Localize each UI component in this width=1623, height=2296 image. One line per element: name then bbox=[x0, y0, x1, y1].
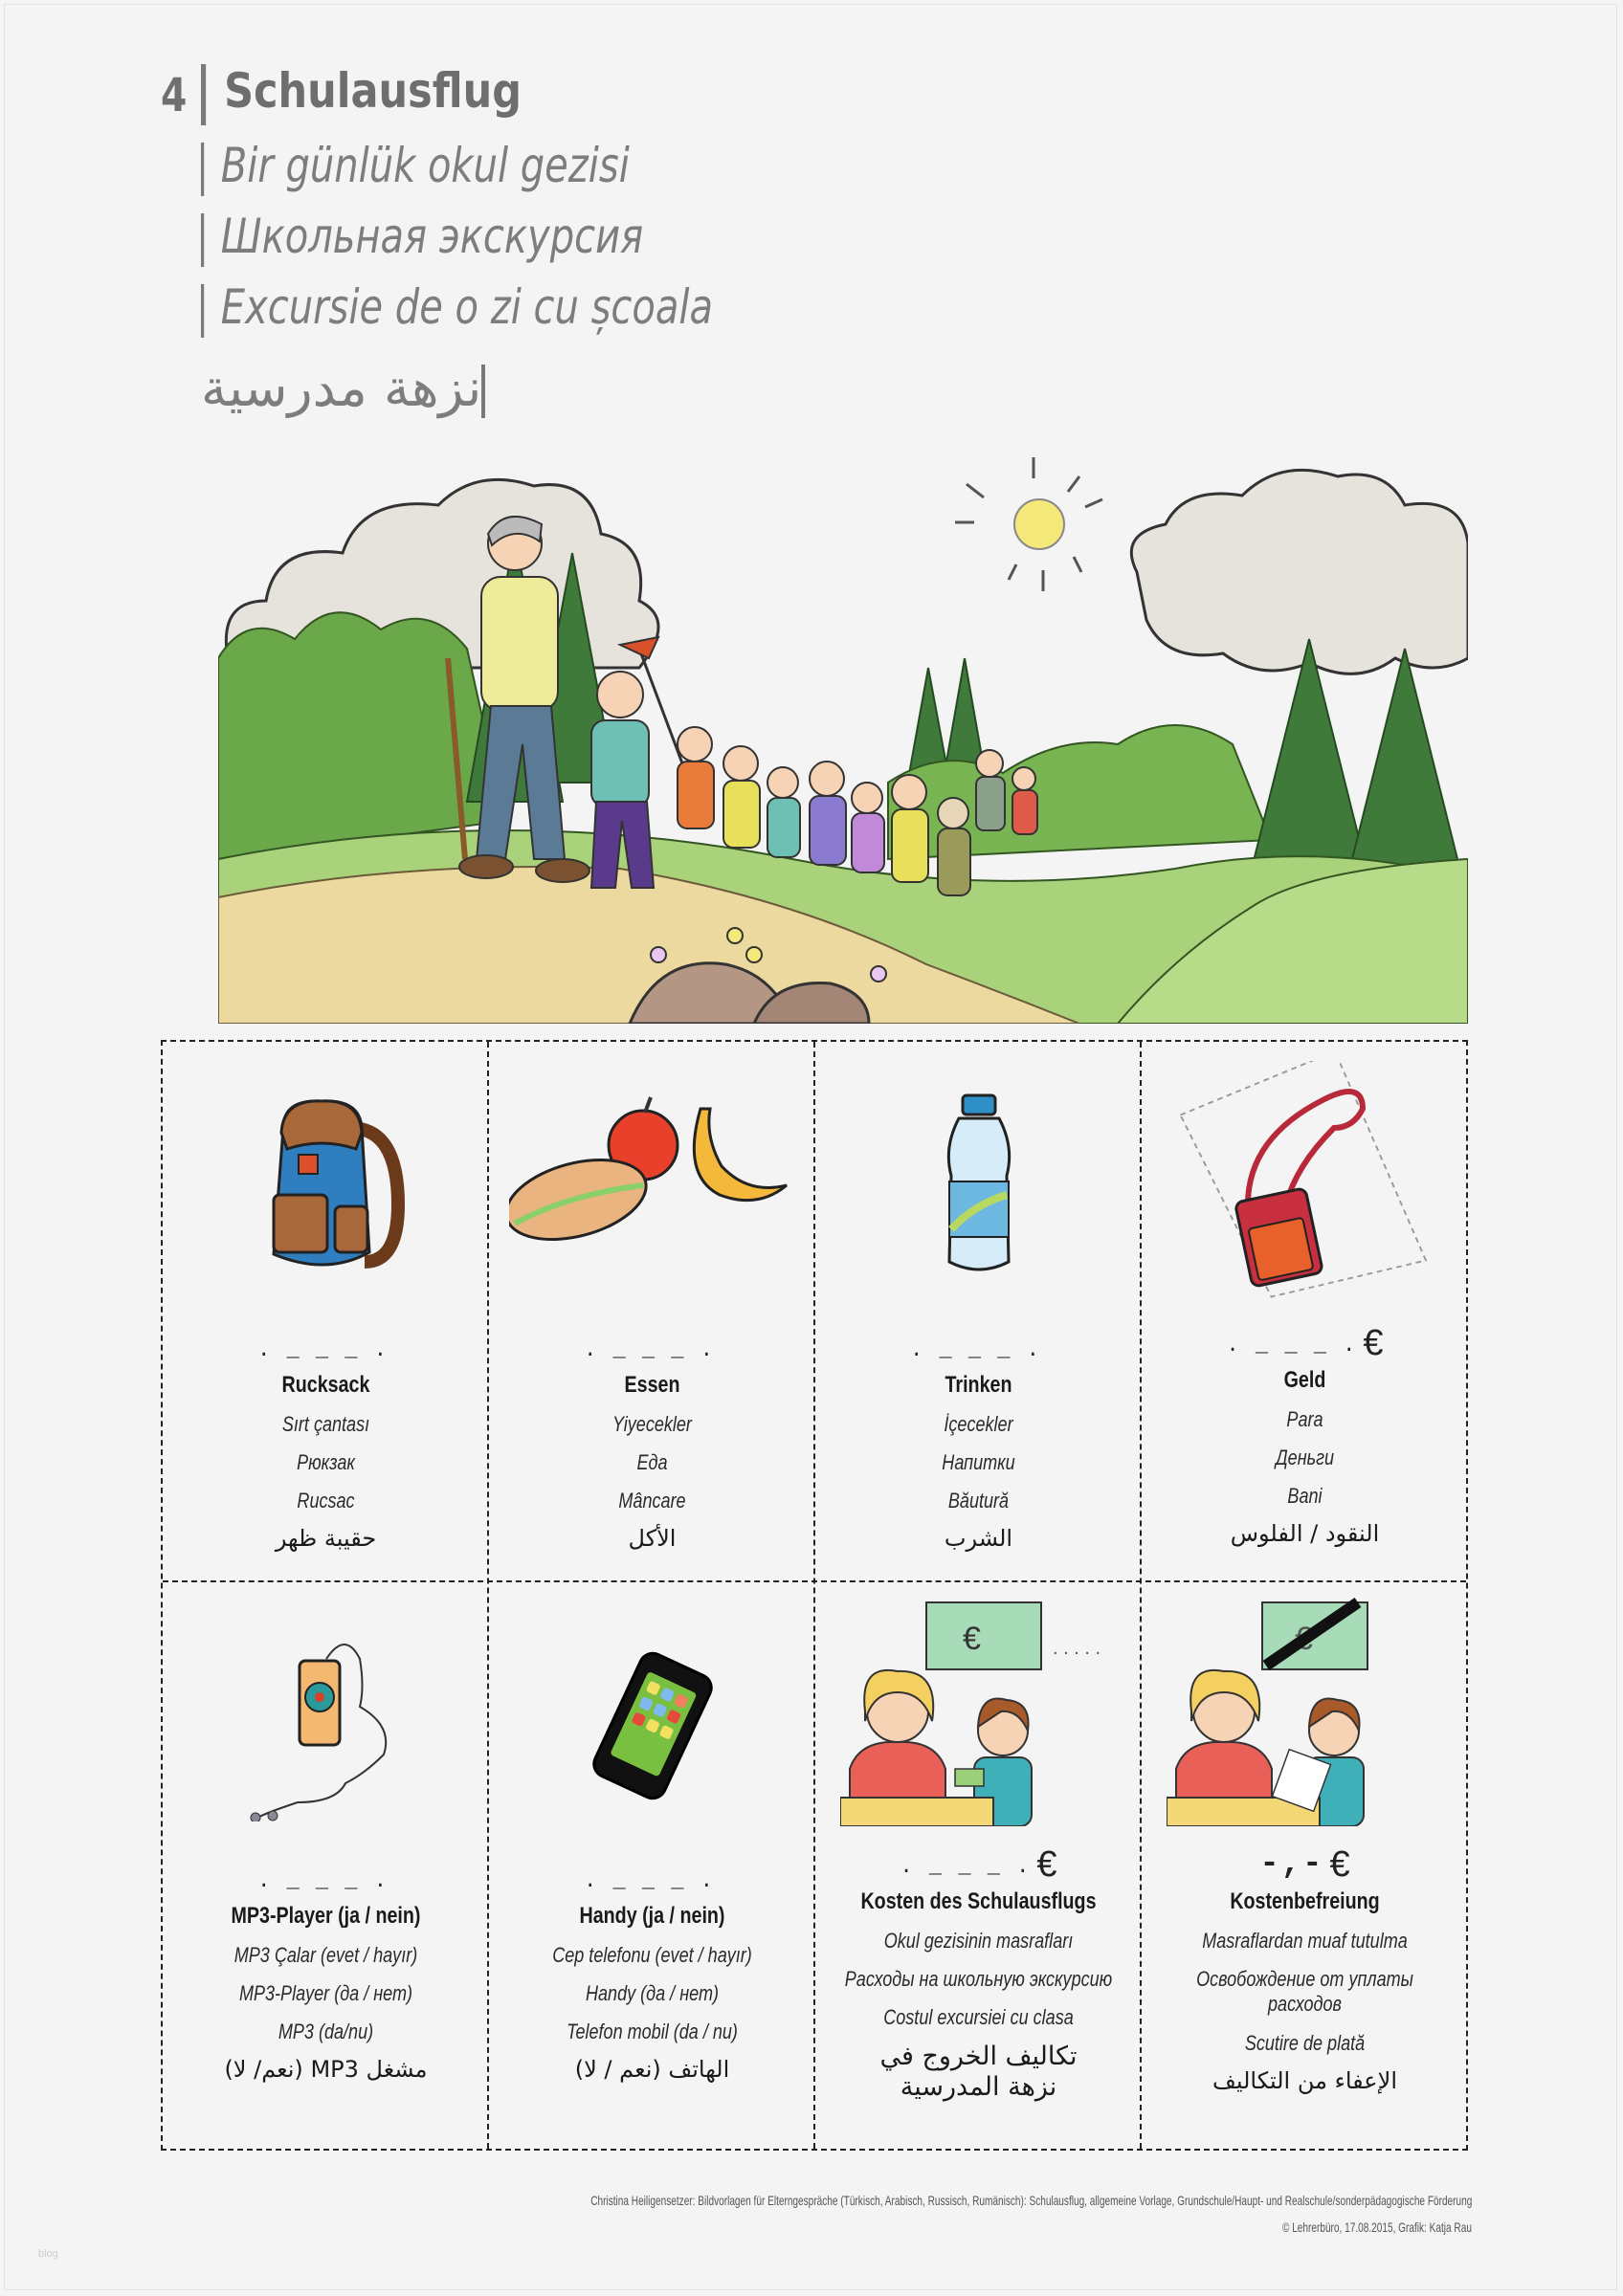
title-bar bbox=[201, 284, 204, 338]
sun-icon bbox=[955, 457, 1102, 591]
title-bar bbox=[481, 364, 485, 418]
water-bottle-icon bbox=[815, 1042, 1142, 1329]
mp3-player-icon bbox=[163, 1582, 489, 1869]
svg-text:. . . . .: . . . . . bbox=[1052, 1638, 1101, 1659]
payment-scene-icon bbox=[815, 1592, 1142, 1831]
amount-blank: . _ _ _ . bbox=[584, 1338, 715, 1362]
label-russian: Handy (да / нет) bbox=[585, 1981, 719, 2005]
item-card-kosten bbox=[815, 1582, 1142, 2151]
euro-symbol: € bbox=[1363, 1323, 1384, 1363]
title-bar bbox=[201, 64, 206, 125]
item-card-handy bbox=[489, 1582, 815, 2151]
label-arabic: حقيبة ظهر bbox=[275, 1525, 377, 1552]
label-arabic: الإعفاء من التكاليف bbox=[1212, 2066, 1397, 2094]
title-russian: Школьная экскурсия bbox=[201, 209, 643, 267]
title-bar bbox=[201, 213, 204, 267]
label-russian: Еда bbox=[636, 1450, 668, 1474]
corner-watermark: blog bbox=[38, 2248, 58, 2260]
label-russian: Напитки bbox=[942, 1450, 1015, 1474]
label-romanian: Scutire de plată bbox=[1244, 2030, 1366, 2055]
label-turkish: Cep telefonu (evet / hayır) bbox=[552, 1943, 752, 1967]
label-turkish: Okul gezisinin masrafları bbox=[883, 1929, 1074, 1953]
label-arabic: مشغل MP3 (نعم/ لا) bbox=[224, 2056, 428, 2083]
title-turkish: Bir günlük okul gezisi bbox=[201, 138, 630, 196]
label-russian: Рюкзак bbox=[297, 1450, 355, 1474]
label-german: Trinken bbox=[945, 1372, 1012, 1398]
item-card-kostenbefreiung bbox=[1142, 1582, 1468, 2151]
fee-exemption-scene-icon bbox=[1142, 1592, 1468, 1831]
label-russian: Деньги bbox=[1275, 1446, 1335, 1469]
item-card-essen bbox=[489, 1042, 815, 1580]
amount-blank: . _ _ _ . bbox=[257, 1869, 389, 1893]
amount-blank: . _ _ _ . € bbox=[1226, 1323, 1384, 1363]
label-romanian: Telefon mobil (da / nu) bbox=[567, 2020, 738, 2043]
label-turkish: MP3 Çalar (evet / hayır) bbox=[233, 1943, 418, 1967]
school-hiking-trip-illustration bbox=[218, 457, 1468, 1024]
label-arabic: تكاليف الخروج في نزهة المدرسية bbox=[879, 2042, 1078, 2103]
item-card-mp3-player bbox=[163, 1582, 489, 2151]
label-turkish: Sırt çantası bbox=[281, 1412, 370, 1436]
label-russian: Расходы на школьную экскурсию bbox=[844, 1967, 1113, 1991]
label-romanian: MP3 (da/nu) bbox=[278, 2020, 374, 2043]
money-pouch-icon bbox=[1142, 1042, 1468, 1329]
label-german: Rucksack bbox=[281, 1372, 370, 1398]
smartphone-icon bbox=[489, 1582, 815, 1869]
item-card-geld bbox=[1142, 1042, 1468, 1580]
svg-text:€: € bbox=[962, 1621, 981, 1657]
item-grid bbox=[161, 1040, 1468, 2151]
label-turkish: Yiyecekler bbox=[612, 1412, 692, 1436]
item-card-trinken bbox=[815, 1042, 1142, 1580]
section-number: 4 bbox=[161, 69, 188, 122]
label-romanian: Mâncare bbox=[618, 1489, 686, 1512]
label-german: Kostenbefreiung bbox=[1230, 1888, 1380, 1914]
amount-blank: -,- € bbox=[1259, 1844, 1350, 1885]
title-bar bbox=[201, 143, 204, 196]
label-romanian: Rucsac bbox=[297, 1489, 355, 1512]
title-romanian: Excursie de o zi cu școala bbox=[201, 279, 713, 338]
food-icon bbox=[489, 1042, 815, 1329]
label-romanian: Bani bbox=[1287, 1484, 1323, 1508]
label-arabic: الأكل bbox=[628, 1525, 677, 1552]
label-german: Handy (ja / nein) bbox=[579, 1903, 725, 1929]
title-german: Schulausflug bbox=[201, 63, 522, 125]
amount-blank: . _ _ _ . € bbox=[900, 1844, 1057, 1885]
label-german: Kosten des Schulausflugs bbox=[860, 1888, 1097, 1914]
label-russian: MP3-Player (да / нет) bbox=[238, 1981, 413, 2005]
backpack-icon bbox=[163, 1042, 489, 1329]
label-german: Essen bbox=[624, 1372, 680, 1398]
label-arabic: الهاتف (نعم / لا) bbox=[574, 2056, 730, 2083]
euro-symbol: € bbox=[1329, 1844, 1350, 1885]
amount-blank: . _ _ _ . bbox=[910, 1338, 1041, 1362]
amount-blank: . _ _ _ . bbox=[584, 1869, 715, 1893]
euro-symbol: € bbox=[1036, 1844, 1057, 1885]
label-turkish: Para bbox=[1286, 1407, 1323, 1431]
label-arabic: النقود / الفلوس bbox=[1230, 1520, 1380, 1547]
amount-blank: . _ _ _ . bbox=[257, 1338, 389, 1362]
item-card-rucksack bbox=[163, 1042, 489, 1580]
footer-credit: Christina Heiligensetzer: Bildvorlagen für Elterngespräche (Türkisch, Arabisch, Russisch, Rumänisch): Schulausflug, allgemeine Vorlage, Grundschule/Haupt- und Realschule/sonderpädagogische Förderung bbox=[589, 2193, 1472, 2208]
label-russian: Освобождение от уплаты расходов bbox=[1196, 1967, 1413, 2017]
label-romanian: Băutură bbox=[947, 1489, 1010, 1512]
label-german: MP3-Player (ja / nein) bbox=[231, 1903, 421, 1929]
label-arabic: الشرب bbox=[944, 1525, 1013, 1552]
label-german: Geld bbox=[1283, 1367, 1326, 1393]
label-turkish: Masraflardan muaf tutulma bbox=[1202, 1929, 1408, 1953]
label-turkish: İçecekler bbox=[944, 1412, 1013, 1436]
footer-copyright: © Lehrerbüro, 17.08.2015, Grafik: Katja Rau bbox=[1282, 2219, 1472, 2235]
label-romanian: Costul excursiei cu clasa bbox=[883, 2005, 1074, 2029]
title-arabic: نزهة مدرسية bbox=[201, 358, 506, 418]
